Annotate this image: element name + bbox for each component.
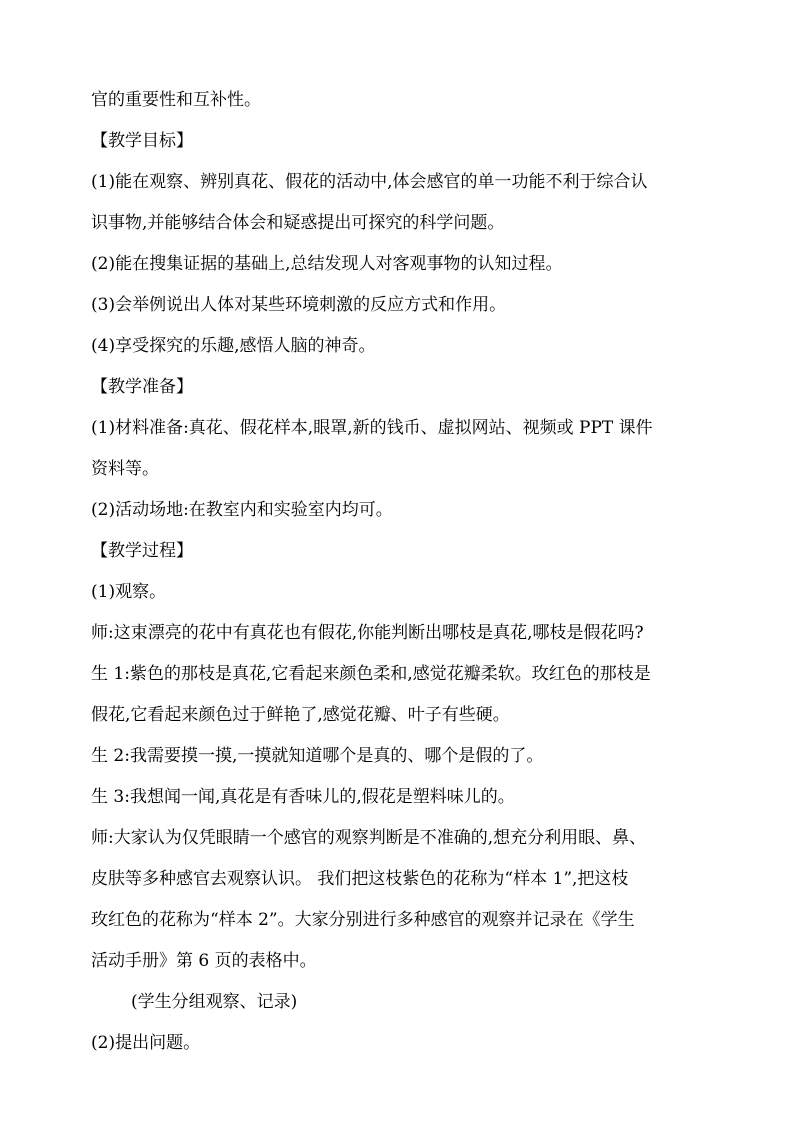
paragraph-line: (1)观察。: [91, 582, 167, 602]
paragraph-line: 玫红色的花称为“样本 2”。大家分别进行多种感官的观察并记录在《学生: [91, 910, 635, 930]
section-heading: 【教学过程】: [91, 541, 193, 561]
paragraph-line: 资料等。: [91, 459, 159, 479]
paragraph-line: 活动手册》第 6 页的表格中。: [91, 951, 317, 971]
paragraph-line: (1)能在观察、辨别真花、假花的活动中,体会感官的单一功能不利于综合认: [91, 172, 648, 192]
document-body: [91, 80, 711, 1064]
paragraph-line: 官的重要性和互补性。: [91, 90, 261, 110]
paragraph-line: (3)会举例说出人体对某些环境刺激的反应方式和作用。: [91, 295, 507, 315]
section-heading: 【教学准备】: [91, 377, 193, 397]
paragraph-line: (2)能在搜集证据的基础上,总结发现人对客观事物的认知过程。: [91, 254, 563, 274]
paragraph-line: (1)材料准备:真花、假花样本,眼罩,新的钱币、虚拟网站、视频或 PPT 课件: [91, 418, 653, 438]
paragraph-line: (学生分组观察、记录): [131, 992, 298, 1012]
paragraph-line: 师:这束漂亮的花中有真花也有假花,你能判断出哪枝是真花,哪枝是假花吗?: [91, 623, 644, 643]
paragraph-line: 生 3:我想闻一闻,真花是有香味儿的,假花是塑料味儿的。: [91, 787, 515, 807]
paragraph-line: 师:大家认为仅凭眼睛一个感官的观察判断是不准确的,想充分利用眼、鼻、: [91, 828, 647, 848]
paragraph-line: 生 2:我需要摸一摸,一摸就知道哪个是真的、哪个是假的了。: [91, 746, 544, 766]
paragraph-line: (2)提出问题。: [91, 1033, 201, 1053]
paragraph-line: 生 1:紫色的那枝是真花,它看起来颜色柔和,感觉花瓣柔软。玫红色的那枝是: [91, 664, 651, 684]
section-heading: 【教学目标】: [91, 131, 193, 151]
paragraph-line: (2)活动场地:在教室内和实验室内均可。: [91, 500, 393, 520]
paragraph-line: 识事物,并能够结合体会和疑惑提出可探究的科学问题。: [91, 213, 505, 233]
paragraph-line: (4)享受探究的乐趣,感悟人脑的神奇。: [91, 336, 376, 356]
paragraph-line: 假花,它看起来颜色过于鲜艳了,感觉花瓣、叶子有些硬。: [91, 705, 510, 725]
paragraph-line: 皮肤等多种感官去观察认识。 我们把这枝紫色的花称为“样本 1”,把这枝: [91, 869, 629, 889]
